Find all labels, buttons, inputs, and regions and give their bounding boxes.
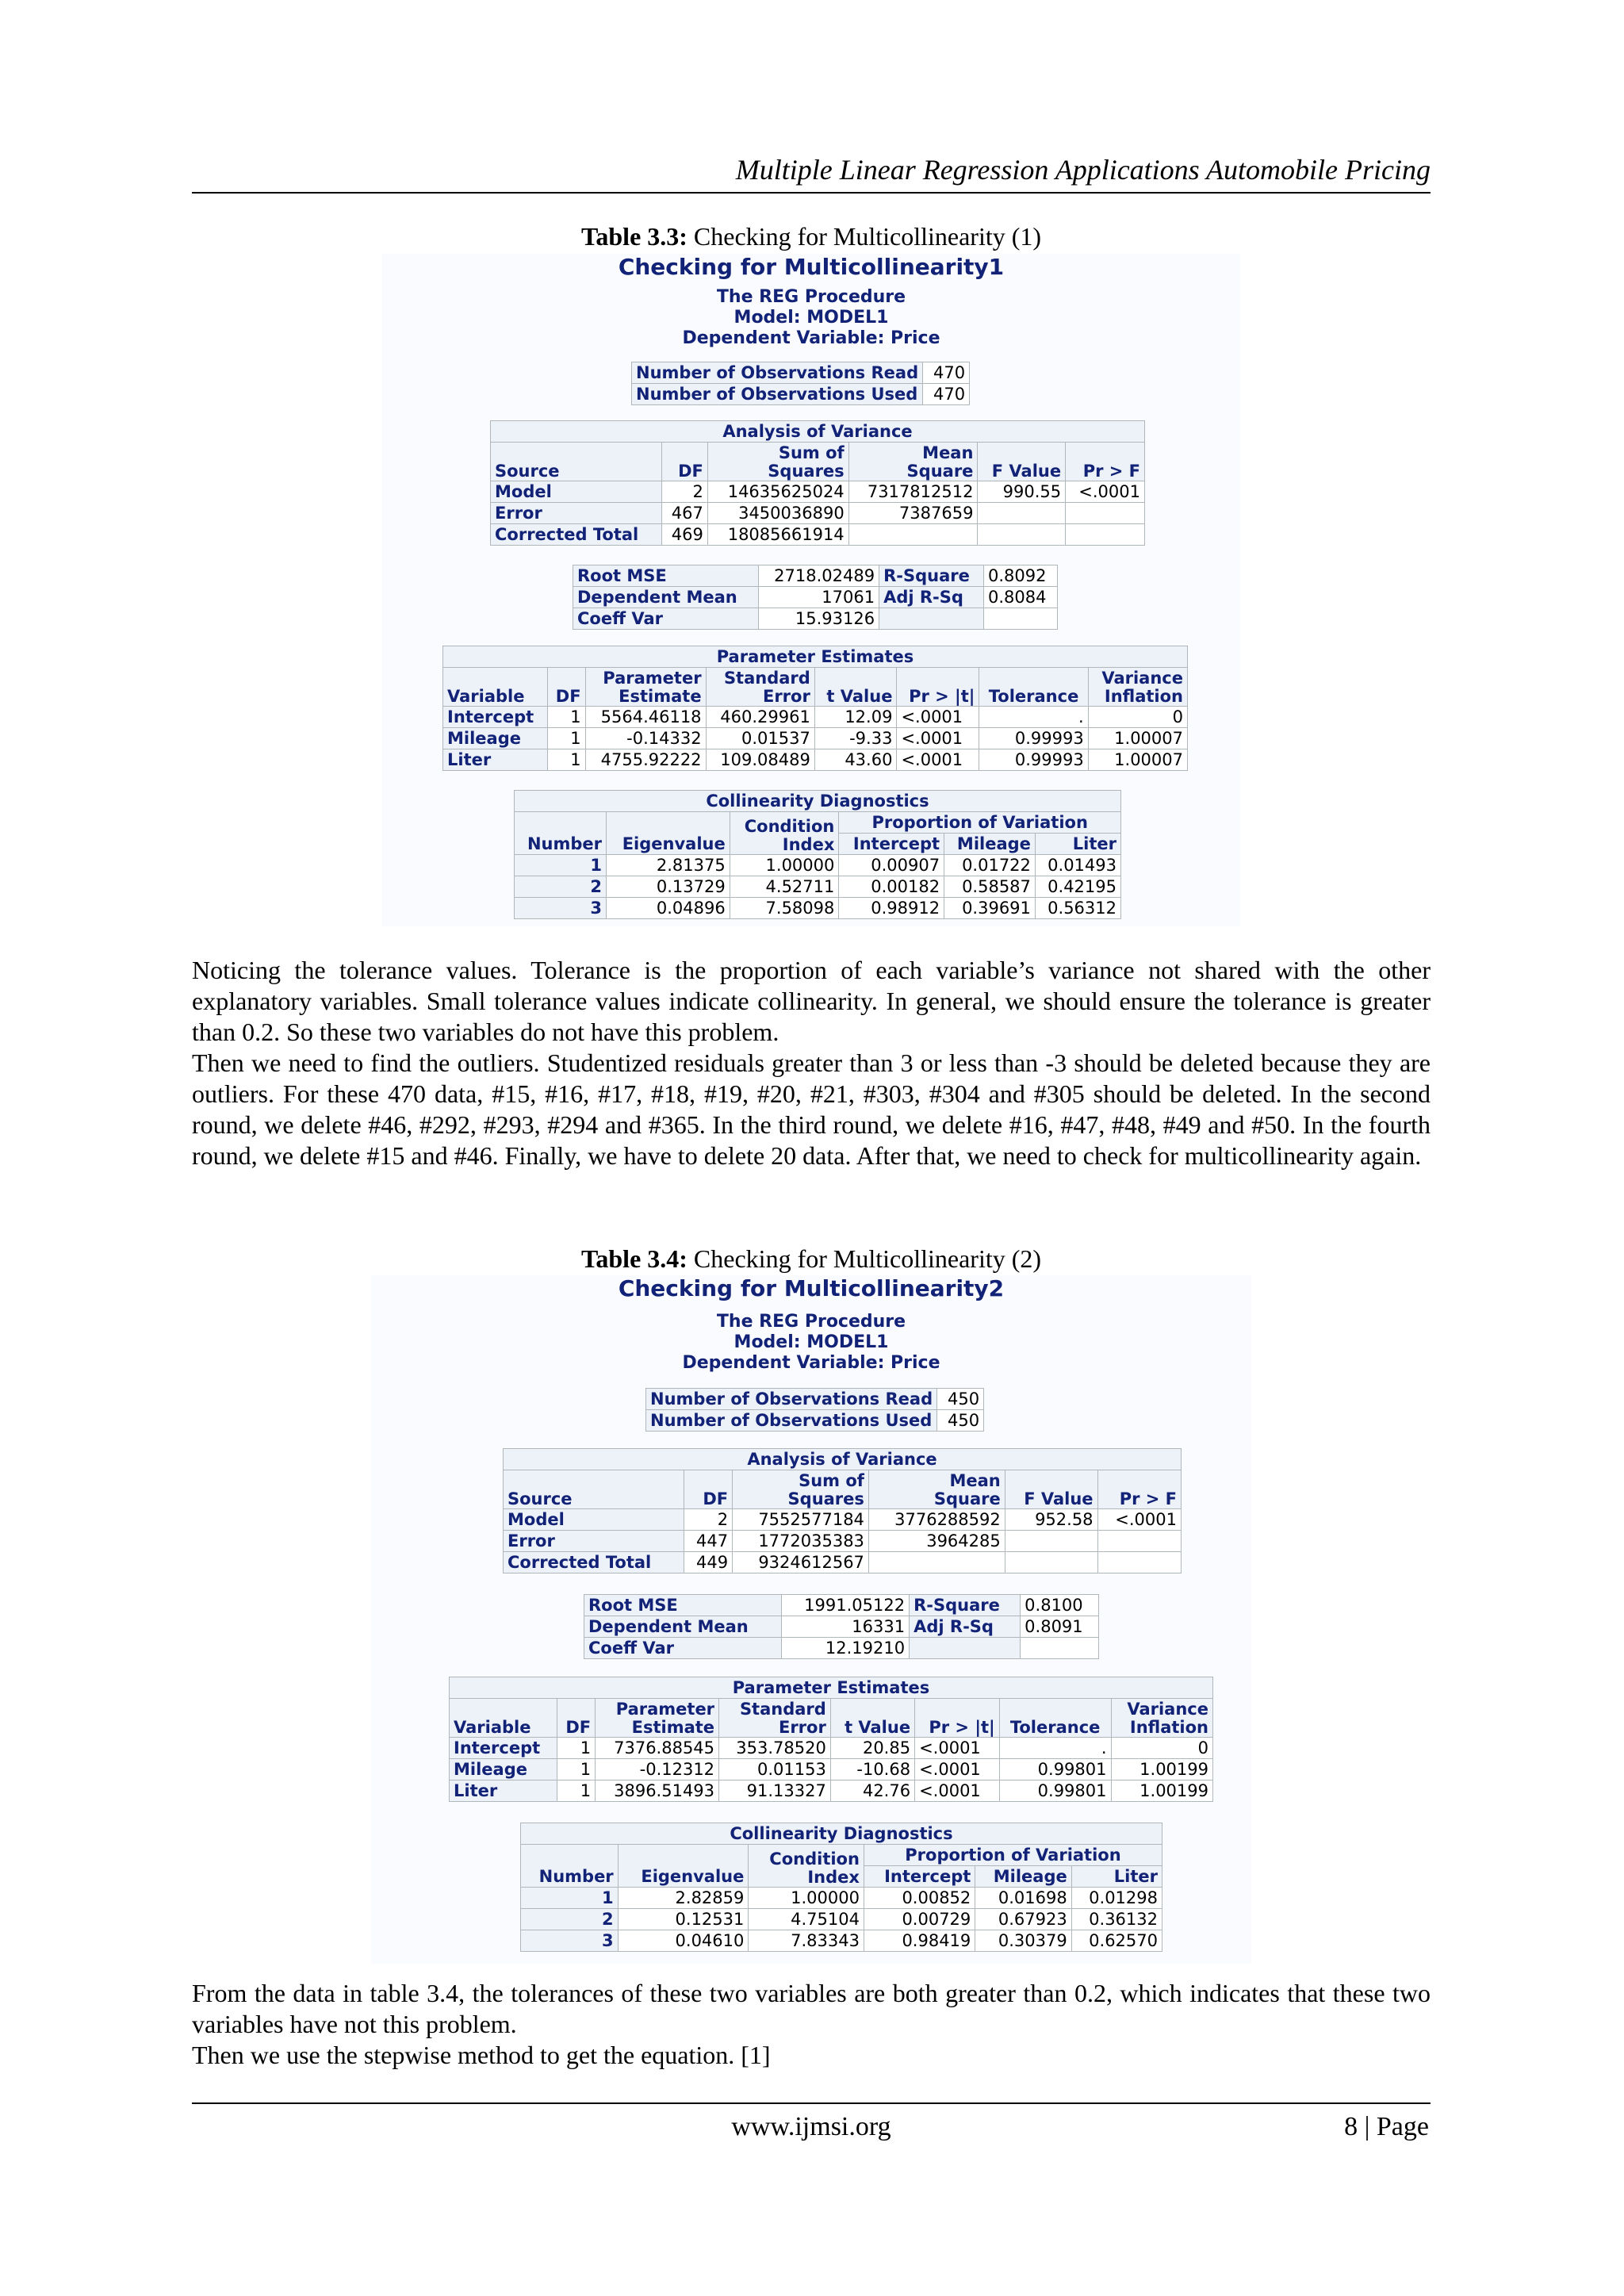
anova-title: Analysis of Variance: [491, 421, 1145, 443]
fit-statistics-table: [584, 1594, 1099, 1659]
table-row: Liter 1 3896.51493 91.13327 42.76 <.0001 0.99801 1.00199: [450, 1780, 1213, 1802]
table-row: Intercept 1 7376.88545 353.78520 20.85 <.0001 . 0: [450, 1738, 1213, 1759]
table-row: 2 0.13729 4.52711 0.00182 0.58587 0.42195: [515, 876, 1121, 898]
table-row: Corrected Total 469 18085661914: [491, 524, 1145, 546]
table-row: 1 2.82859 1.00000 0.00852 0.01698 0.01298: [521, 1888, 1162, 1909]
paragraph: From the data in table 3.4, the tolerances of these two variables are both greater than 0.2, which indicates that these two variables have not this problem.: [192, 1979, 1431, 2038]
table-row: Coeff Var 12.19210: [584, 1638, 1099, 1659]
table-row: Liter 1 4755.92222 109.08489 43.60 <.0001 0.99993 1.00007: [443, 749, 1188, 771]
table-row: Mileage 1 -0.12312 0.01153 -10.68 <.0001 0.99801 1.00199: [450, 1759, 1213, 1780]
observations-table: [631, 362, 970, 405]
anova-title: Analysis of Variance: [504, 1449, 1182, 1470]
table-row: Root MSE 1991.05122 R-Square 0.8100: [584, 1595, 1099, 1616]
footer-rule: [192, 2102, 1431, 2104]
table-row: Error 467 3450036890 7387659: [491, 503, 1145, 524]
parameter-estimates-table: Parameter Estimates Variable DF Parameter Estimate Standard Error t Value Pr > |t| Tolerance Variance Inflation Intercept 1 7376.88545 353.78520 20.85 <.0001 . 0 Mileage 1 -0.12312 0.01153 -10.68 <.0001 0.99801 1.00199 Liter 1 3896.51493 91.13327 42.76 <.0001 0.99801 1.00199: [449, 1677, 1213, 1802]
paragraph: Then we use the stepwise method to get the equation. [1]: [192, 2041, 771, 2069]
running-header: Multiple Linear Regression Applications Automobile Pricing: [735, 154, 1431, 186]
anova-table: Analysis of Variance Source DF Sum of Squares Mean Square F Value Pr > F Model 2 7552577184 3776288592 952.58 <.0001 Error 447 1772035383 3964285 Corrected Total 449 9324612567: [503, 1448, 1182, 1573]
table-row: 3 0.04610 7.83343 0.98419 0.30379 0.62570: [521, 1930, 1162, 1952]
table-row: 2 0.12531 4.75104 0.00729 0.67923 0.36132: [521, 1909, 1162, 1930]
table-row: Number of Observations Used 450: [646, 1410, 984, 1432]
fit-statistics-table: [573, 565, 1058, 630]
table-row: Corrected Total 449 9324612567: [504, 1552, 1182, 1573]
paragraph: Then we need to find the outliers. Studentized residuals greater than 3 or less than -3 should be deleted because they are outliers. For these 470 data, #15, #16, #17, #18, #19, #20, #21, #303, #304 and #305 should be deleted. In the second round, we delete #46, #292, #293, #294 and #365. In the third round, we delete #16, #47, #48, #49 and #50. In the fourth round, we delete #15 and #46. Finally, we have to delete 20 data. After that, we need to check for multicollinearity again.: [192, 1048, 1431, 1170]
proc-line: The REG Procedure: [716, 1312, 906, 1332]
collinearity-diagnostics-table: Collinearity Diagnostics Number Eigenvalue Condition Index Proportion of Variation Intercept Mileage Liter 1 2.81375 1.00000 0.00907 0.01722 0.01493 2 0.13729 4.52711 0.00182 0.58587 0.42195 3 0.04896 7.58098 0.98912 0.39691 0.56312: [514, 790, 1121, 919]
sas-title: Checking for Multicollinearity2: [618, 1275, 1005, 1301]
table-row: Number of Observations Used 470: [632, 384, 970, 405]
footer-url: www.ijmsi.org: [731, 2112, 891, 2141]
sas-output-panel: [382, 254, 1240, 926]
proc-line: The REG Procedure: [716, 287, 906, 307]
parameter-estimates-table: Parameter Estimates Variable DF Parameter Estimate Standard Error t Value Pr > |t| Tolerance Variance Inflation Intercept 1 5564.46118 460.29961 12.09 <.0001 . 0 Mileage 1 -0.14332 0.01537 -9.33 <.0001 0.99993 1.00007 Liter 1 4755.92222 109.08489 43.60 <.0001 0.99993 1.00007: [442, 646, 1188, 771]
table-row: Model 2 14635625024 7317812512 990.55 <.0001: [491, 481, 1145, 503]
collinearity-diagnostics-table: Collinearity Diagnostics Number Eigenvalue Condition Index Proportion of Variation Intercept Mileage Liter 1 2.82859 1.00000 0.00852 0.01698 0.01298 2 0.12531 4.75104 0.00729 0.67923 0.36132 3 0.04610 7.83343 0.98419 0.30379 0.62570: [520, 1823, 1162, 1952]
table-caption: [192, 220, 1431, 252]
header-rule: [192, 192, 1431, 194]
body-text: [192, 955, 1431, 1171]
page-number: 8 | Page: [1344, 2112, 1429, 2141]
table-caption: [192, 1243, 1431, 1274]
caption-text: Checking for Multicollinearity (2): [693, 1244, 1042, 1273]
anova-table: Analysis of Variance Source DF Sum of Squares Mean Square F Value Pr > F Model 2 14635625024 7317812512 990.55 <.0001 Error 467 3450036890 7387659 Corrected Total 469 18085661914: [490, 420, 1145, 546]
table-row: 1 2.81375 1.00000 0.00907 0.01722 0.01493: [515, 855, 1121, 876]
table-row: Dependent Mean 17061 Adj R-Sq 0.8084: [573, 587, 1058, 608]
proc-line: Dependent Variable: Price: [682, 1353, 940, 1373]
caption-label: Table 3.3:: [580, 222, 688, 251]
caption-text: Checking for Multicollinearity (1): [693, 222, 1042, 251]
sas-title: Checking for Multicollinearity1: [618, 254, 1005, 280]
collinearity-title: Collinearity Diagnostics: [521, 1823, 1162, 1845]
parameter-estimates-title: Parameter Estimates: [443, 646, 1188, 668]
paragraph: Noticing the tolerance values. Tolerance is the proportion of each variable’s variance not shared with the other explanatory variables. Small tolerance values indicate collinearity. In general, we should ensure the tolerance is greater than 0.2. So these two variables do not have this problem.: [192, 956, 1431, 1046]
observations-table: [645, 1388, 984, 1432]
proc-line: Model: MODEL1: [733, 308, 889, 328]
table-row: Dependent Mean 16331 Adj R-Sq 0.8091: [584, 1616, 1099, 1638]
table-row: Model 2 7552577184 3776288592 952.58 <.0001: [504, 1509, 1182, 1531]
collinearity-title: Collinearity Diagnostics: [515, 791, 1121, 812]
proc-line: Model: MODEL1: [733, 1332, 889, 1352]
proc-line: Dependent Variable: Price: [682, 328, 940, 348]
table-row: 3 0.04896 7.58098 0.98912 0.39691 0.56312: [515, 898, 1121, 919]
table-row: Root MSE 2718.02489 R-Square 0.8092: [573, 565, 1058, 587]
table-row: Coeff Var 15.93126: [573, 608, 1058, 630]
table-row: Error 447 1772035383 3964285: [504, 1531, 1182, 1552]
parameter-estimates-title: Parameter Estimates: [450, 1677, 1213, 1699]
table-row: Number of Observations Read 450: [646, 1389, 984, 1410]
table-row: Intercept 1 5564.46118 460.29961 12.09 <.0001 . 0: [443, 707, 1188, 728]
body-text: [192, 1978, 1431, 2071]
sas-output-panel: [371, 1275, 1251, 1964]
caption-label: Table 3.4:: [580, 1244, 688, 1273]
table-row: Number of Observations Read 470: [632, 362, 970, 384]
table-row: Mileage 1 -0.14332 0.01537 -9.33 <.0001 0.99993 1.00007: [443, 728, 1188, 749]
